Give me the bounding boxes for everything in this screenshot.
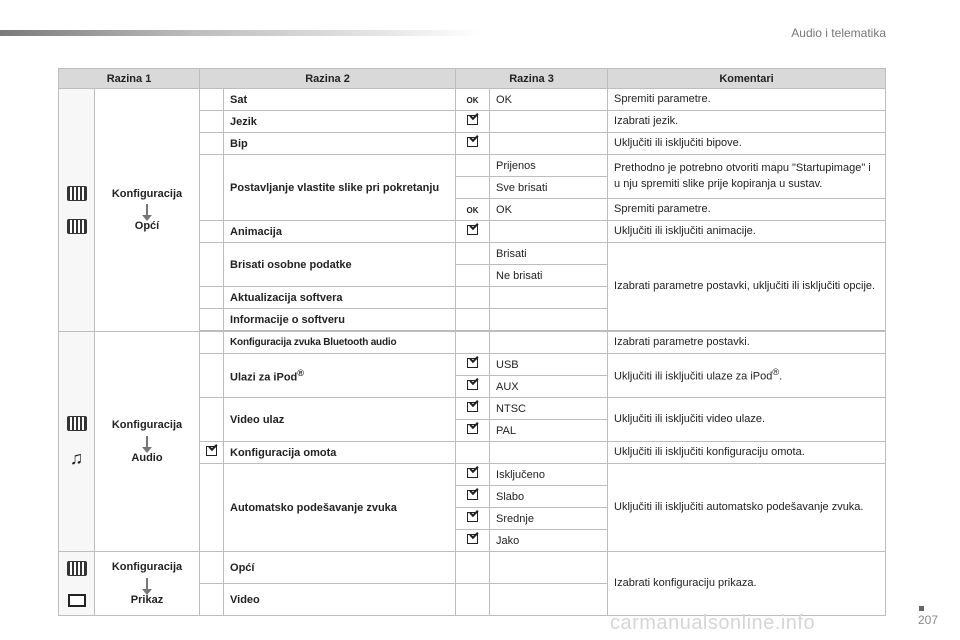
row-animacija: Animacija	[224, 221, 456, 243]
comment: Spremiti parametre.	[608, 199, 886, 221]
comment: Uključiti ili isključiti automatsko podešavanje zvuka.	[608, 464, 886, 552]
table-row	[59, 332, 886, 354]
top-gradient-bar	[0, 30, 480, 36]
comment: Prethodno je potrebno otvoriti mapu "Startupimage" i u nju spremiti slike prije kopiranja u sustav.	[608, 155, 886, 199]
group-opci-label	[95, 89, 200, 332]
group-audio-label	[95, 332, 200, 552]
page-number: 207	[917, 613, 938, 627]
row-ipod: Ulazi za iPod®	[224, 354, 456, 398]
music-note-icon: ♫	[69, 448, 84, 468]
arrow-down-icon	[146, 436, 148, 448]
checkbox-icon	[467, 424, 478, 434]
table-header-row	[59, 69, 886, 89]
comment: Uključiti ili isključiti bipove.	[608, 133, 886, 155]
checkbox-icon	[467, 468, 478, 478]
group-subtitle: Općí	[134, 220, 160, 232]
header-razina-3: Razina 3	[456, 69, 608, 89]
comment: Izabrati parametre postavki, uključiti ili isključiti opcije.	[608, 243, 886, 331]
comment: Uključiti ili isključiti animacije.	[608, 221, 886, 243]
table-row	[59, 89, 886, 111]
value-iskljuceno: Isključeno	[490, 464, 608, 486]
settings-menu-icon	[67, 561, 87, 576]
row-bip: Bip	[224, 133, 456, 155]
row-video-ulaz: Video ulaz	[224, 398, 456, 442]
ok-marker: OK	[466, 95, 479, 105]
header-razina-2: Razina 2	[200, 69, 456, 89]
checkbox-icon	[467, 358, 478, 368]
settings-table	[58, 68, 886, 616]
group-title: Konfiguracija	[111, 419, 183, 432]
row-aktualizacija: Aktualizacija softvera	[224, 287, 456, 309]
comment: Izabrati konfiguraciju prikaza.	[608, 552, 886, 616]
header-komentari: Komentari	[608, 69, 886, 89]
value-slabo: Slabo	[490, 486, 608, 508]
checkbox-icon	[206, 446, 217, 456]
comment: Izabrati jezik.	[608, 111, 886, 133]
row-brisati: Brisati osobne podatke	[224, 243, 456, 287]
group-opci-icons	[59, 89, 95, 332]
row-prikaz-opci: Općí	[224, 552, 456, 584]
comment: Uključiti ili isključiti ulaze za iPod®.	[608, 354, 886, 398]
comment: Uključiti ili isključiti konfiguraciju omota.	[608, 442, 886, 464]
comment: Izabrati parametre postavki.	[608, 332, 886, 354]
group-audio-icons	[59, 332, 95, 552]
value-ntsc: NTSC	[490, 398, 608, 420]
row-prikaz-video: Video	[224, 584, 456, 616]
value-aux: AUX	[490, 376, 608, 398]
checkbox-icon	[467, 534, 478, 544]
value-srednje: Srednje	[490, 508, 608, 530]
comment: Uključiti ili isključiti video ulaze.	[608, 398, 886, 442]
header-razina-1: Razina 1	[59, 69, 200, 89]
row-jezik: Jezik	[224, 111, 456, 133]
checkbox-icon	[467, 490, 478, 500]
checkbox-icon	[467, 402, 478, 412]
section-title: Audio i telematika	[791, 26, 886, 40]
value-brisati: Brisati	[490, 243, 608, 265]
comment: Spremiti parametre.	[608, 89, 886, 111]
arrow-down-icon	[146, 578, 148, 590]
checkbox-icon	[467, 137, 478, 147]
row-bluetooth-audio: Konfiguracija zvuka Bluetooth audio	[224, 332, 456, 354]
settings-menu-icon	[67, 186, 87, 201]
group-title: Konfiguracija	[111, 561, 183, 574]
group-prikaz-label	[95, 552, 200, 616]
checkbox-icon	[467, 115, 478, 125]
display-screen-icon	[68, 594, 86, 607]
settings-menu-icon	[67, 219, 87, 234]
checkbox-icon	[467, 225, 478, 235]
value-usb: USB	[490, 354, 608, 376]
value-pal: PAL	[490, 420, 608, 442]
checkbox-icon	[467, 512, 478, 522]
value-ne-brisati: Ne brisati	[490, 265, 608, 287]
group-title: Konfiguracija	[111, 187, 183, 200]
value-ok: OK	[490, 89, 608, 111]
value-ok: OK	[490, 199, 608, 221]
value-sve-brisati: Sve brisati	[490, 177, 608, 199]
table-row	[59, 552, 886, 584]
value-prijenos: Prijenos	[490, 155, 608, 177]
value-jako: Jako	[490, 530, 608, 552]
group-subtitle: Prikaz	[130, 593, 164, 606]
group-subtitle: Audio	[131, 451, 163, 464]
row-informacije: Informacije o softveru	[224, 309, 456, 331]
row-sat: Sat	[224, 89, 456, 111]
checkbox-icon	[467, 380, 478, 390]
arrow-down-icon	[146, 204, 148, 216]
ok-marker: OK	[466, 205, 479, 215]
settings-menu-icon	[67, 416, 87, 431]
page-marker	[919, 606, 924, 611]
row-slika: Postavljanje vlastite slike pri pokretanju	[224, 155, 456, 221]
row-omota: Konfiguracija omota	[224, 442, 456, 464]
row-auto-zvuk: Automatsko podešavanje zvuka	[224, 464, 456, 552]
watermark: carmanualsonline.info	[610, 612, 816, 634]
group-prikaz-icons	[59, 552, 95, 616]
